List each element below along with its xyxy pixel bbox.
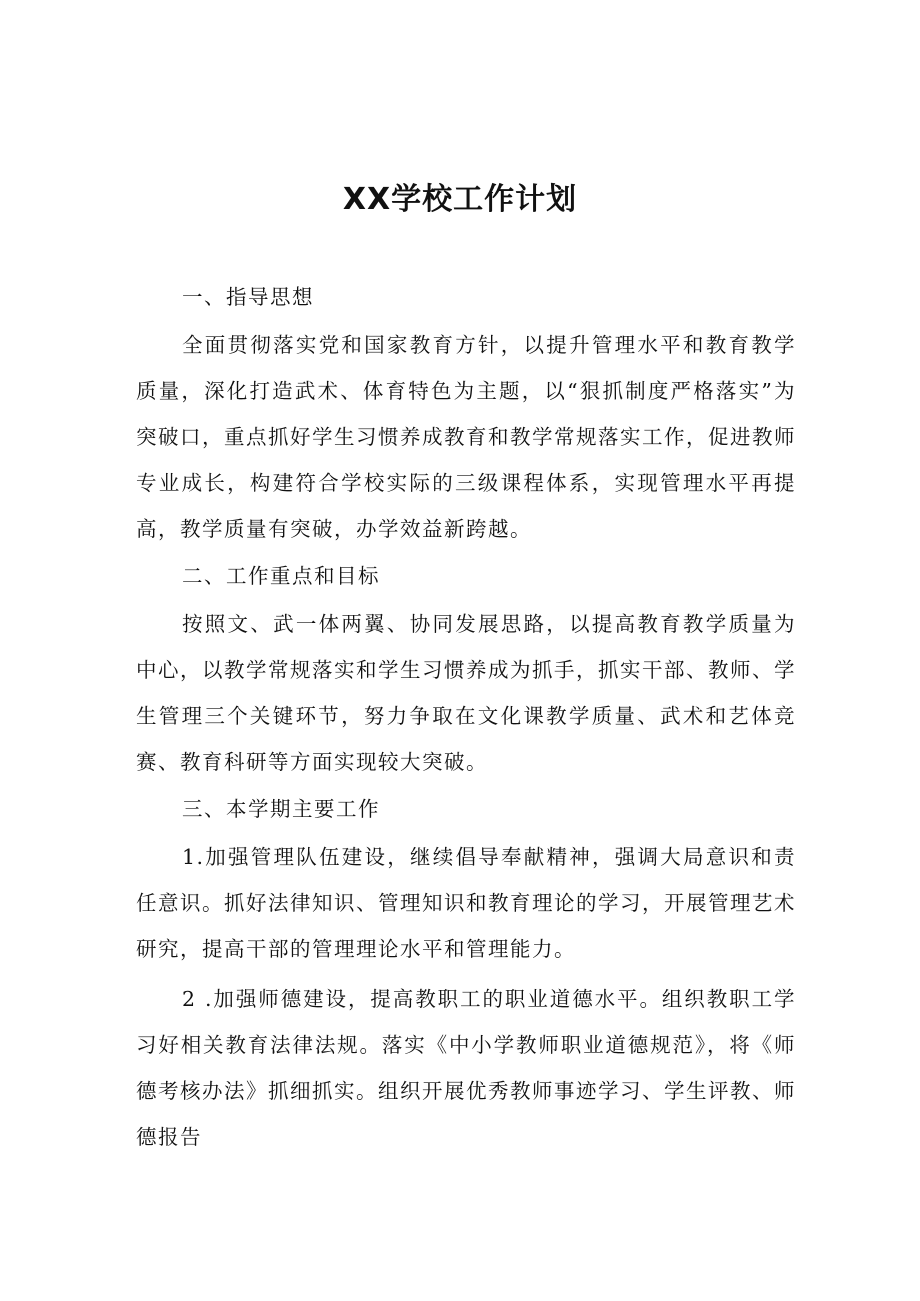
section-heading-main-work: 三、本学期主要工作 <box>182 797 380 821</box>
document-body <box>136 274 796 1161</box>
document-title: XX学校工作计划 <box>342 182 578 217</box>
paragraph-focus-goals: 按照文、武一体两翼、协同发展思路，以提高教育教学质量为中心，以教学常规落实和学生习惯养成为抓手，抓实干部、教师、学生管理三个关键环节，努力争取在文化课教学质量、武术和艺体竞赛、教育科研等方面实现较大突破。 <box>136 611 796 774</box>
paragraph-work-item-1: 1.加强管理队伍建设，继续倡导奉献精神，强调大局意识和责任意识。抓好法律知识、管理知识和教育理论的学习，开展管理艺术研究，提高干部的管理理论水平和管理能力。 <box>136 844 796 961</box>
paragraph-guiding-ideology: 全面贯彻落实党和国家教育方针，以提升管理水平和教育教学质量，深化打造武术、体育特色为主题，以“狠抓制度严格落实”为突破口，重点抓好学生习惯养成教育和教学常规落实工作，促进教师专业成长，构建符合学校实际的三级课程体系，实现管理水平再提高，教学质量有突破，办学效益新跨越。 <box>136 332 796 541</box>
paragraph-work-item-2: 2 .加强师德建设，提高教职工的职业道德水平。组织教职工学习好相关教育法律法规。落实《中小学教师职业道德规范》，将《师德考核办法》抓细抓实。组织开展优秀教师事迹学习、学生评教、师德报告 <box>136 986 796 1149</box>
section-heading-guiding-ideology: 一、指导思想 <box>182 285 314 309</box>
section-heading-focus-goals: 二、工作重点和目标 <box>182 564 380 588</box>
